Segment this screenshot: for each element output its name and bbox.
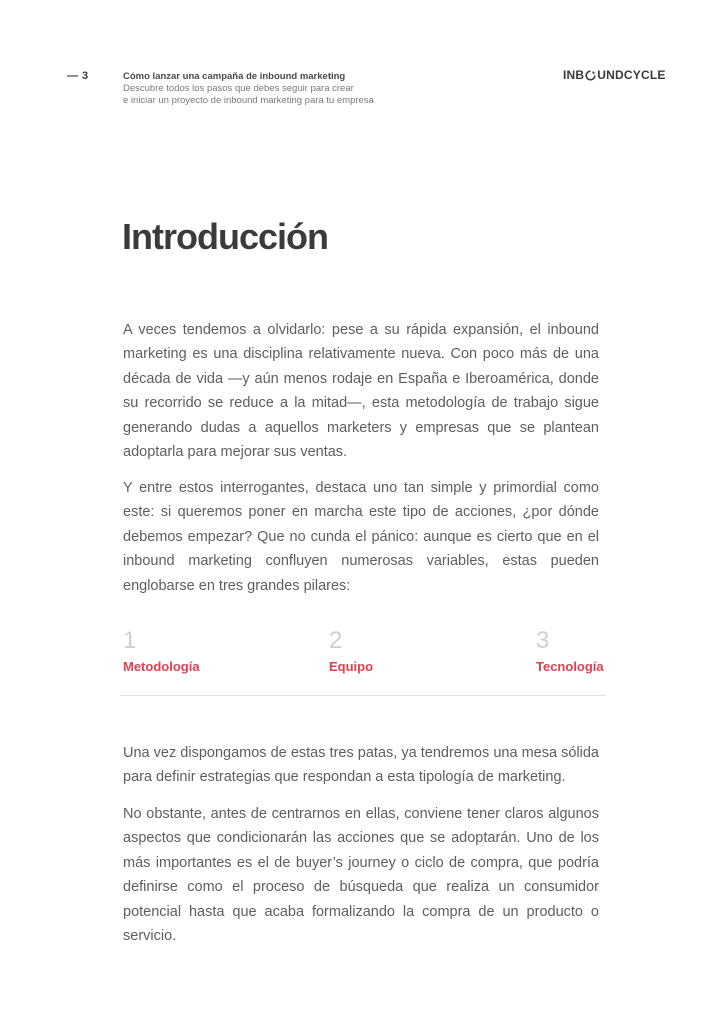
logo-text-left: INB <box>563 68 585 82</box>
pillar-number: 1 <box>123 627 137 654</box>
intro-paragraph-2: Y entre estos interrogantes, destaca uno tan simple y primordial como este: si queremos poner en marcha este tipo de acciones, ¿por dónde debemos empezar? Que no cunda el pánico: aunque es cierto que en el inbound marketing confluyen numerosas variables, estas pueden englobarse en tres grandes pilares: <box>123 480 599 594</box>
logo-o-icon <box>585 70 596 81</box>
pillars-divider <box>120 695 606 696</box>
page-number: — 3 <box>67 70 89 82</box>
page-header <box>0 68 720 118</box>
pillar-label: Tecnología <box>536 659 604 674</box>
pillar-label: Metodología <box>123 659 200 674</box>
pillar-technology <box>536 627 604 674</box>
document-subtitle-line-2: e iniciar un proyecto de inbound marketing para tu empresa <box>123 95 374 106</box>
body-paragraph-3: Una vez dispongamos de estas tres patas, ya tendremos una mesa sólida para definir estrategias que respondan a esta tipología de marketing. <box>123 745 599 786</box>
document-subtitle-line-1: Descubre todos los pasos que debes seguir para crear <box>123 83 354 94</box>
pillar-team <box>329 627 373 674</box>
logo-text-right: UNDCYCLE <box>597 68 666 82</box>
pillar-methodology <box>123 627 200 674</box>
intro-paragraph-1: A veces tendemos a olvidarlo: pese a su rápida expansión, el inbound marketing es una disciplina relativamente nueva. Con poco más de una década de vida —y aún menos rodaje en España e Iberoamérica, donde su recorrido se reduce a la mitad—, esta metodología de trabajo sigue generando dudas a aquellos marketers y empresas que se plantean adoptarla para mejorar sus ventas. <box>123 322 599 461</box>
page-heading: Introducción <box>122 216 328 257</box>
document-subtitle <box>123 83 413 107</box>
inboundcycle-logo <box>563 68 666 82</box>
document-title: Cómo lanzar una campaña de inbound marketing <box>123 71 346 82</box>
pillar-number: 2 <box>329 627 343 654</box>
pillar-number: 3 <box>536 627 550 654</box>
body-paragraph-4: No obstante, antes de centrarnos en ellas, conviene tener claros algunos aspectos que condicionarán las acciones que se adoptarán. Uno de los más importantes es el de buyer’s journey o ciclo de compra, que podría definirse como el proceso de búsqueda que realiza un consumidor potencial hasta que acaba formalizando la compra de un producto o servicio. <box>123 806 599 945</box>
pillar-label: Equipo <box>329 659 374 674</box>
